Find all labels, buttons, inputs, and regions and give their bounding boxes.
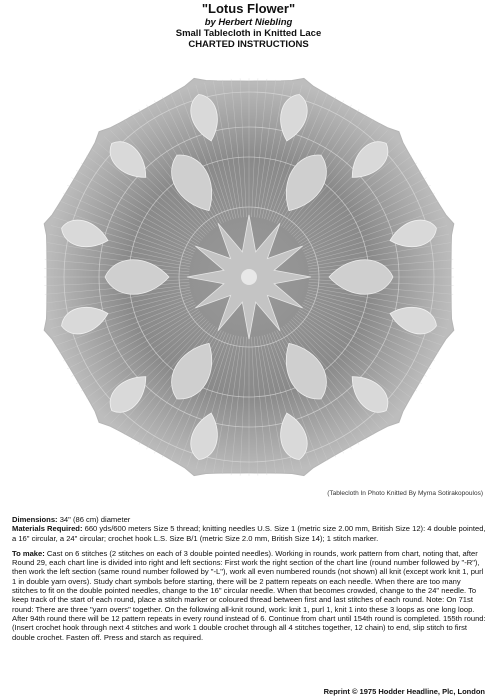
tablecloth-photo bbox=[14, 64, 484, 504]
instructions-body bbox=[12, 515, 486, 648]
materials-text: 660 yds/600 meters Size 5 thread; knitting needles U.S. Size 1 (metric size 2.00 mm, British Size 12): 4 double pointed, a 16" circular, a 24" circular; crochet hook L.S. Size B/1 (metric Size 2.0 mm, British Size 14); 1 stitch marker. bbox=[12, 524, 486, 543]
pattern-title: "Lotus Flower" bbox=[201, 1, 296, 16]
author-line: by Herbert Niebling bbox=[204, 17, 293, 28]
to-make-paragraph bbox=[12, 549, 486, 642]
to-make-text: Cast on 6 stitches (2 stitches on each of 3 double pointed needles). Working in rounds, work pattern from chart, noting that, after Round 29, each chart line is divided into right and left sections: First work the right section of the chart line (round number followed by "-R"), then work the left section (same round number followed by "-L"), work all even numbered rounds (not shown) all knit (except work knit 1, purl 1 in double yarn overs). Study chart symbols before starting, there will be 2 pattern repeats on each needle. When there are too many stitches to fit on the double pointed needles, change to the 16" circular needle. When that becomes crowded, change to the 24" needle. To keep track of the start of each round, place a stitch marker or coloured thread between first and last stitches of each round. Note: On 71st round: There are three "yarn overs" together. On the following all-knit round, work: knit 1, purl 1, knit 1 into these 3 loops as one long loop. After 94th round there will be 12 pattern repeats in every round instead of 6. Continue from chart until 154th round is completed. 155th round: (Insert crochet hook through next 4 stitches and work 1 double crochet through all 4 stitches together, 12 chain) to end, slip stitch to first double crochet. Fasten off. Press and starch as required. bbox=[12, 548, 486, 642]
to-make-label: To make: bbox=[12, 548, 45, 558]
dimensions-label: Dimensions: bbox=[12, 515, 58, 524]
dimensions-paragraph bbox=[12, 515, 486, 543]
page-header bbox=[0, 2, 497, 50]
charted-instructions-heading: CHARTED INSTRUCTIONS bbox=[188, 39, 309, 50]
materials-label: Materials Required: bbox=[12, 524, 83, 534]
photo-caption: (Tablecloth In Photo Knitted By Myrna Sotirakopoulos) bbox=[327, 490, 483, 497]
dimensions-text: 34" (86 cm) diameter bbox=[57, 515, 131, 524]
lace-doily-illustration bbox=[14, 64, 484, 504]
reprint-notice: Reprint © 1975 Hodder Headline, Plc, London bbox=[323, 687, 485, 696]
pattern-subtitle: Small Tablecloth in Knitted Lace bbox=[175, 28, 322, 39]
